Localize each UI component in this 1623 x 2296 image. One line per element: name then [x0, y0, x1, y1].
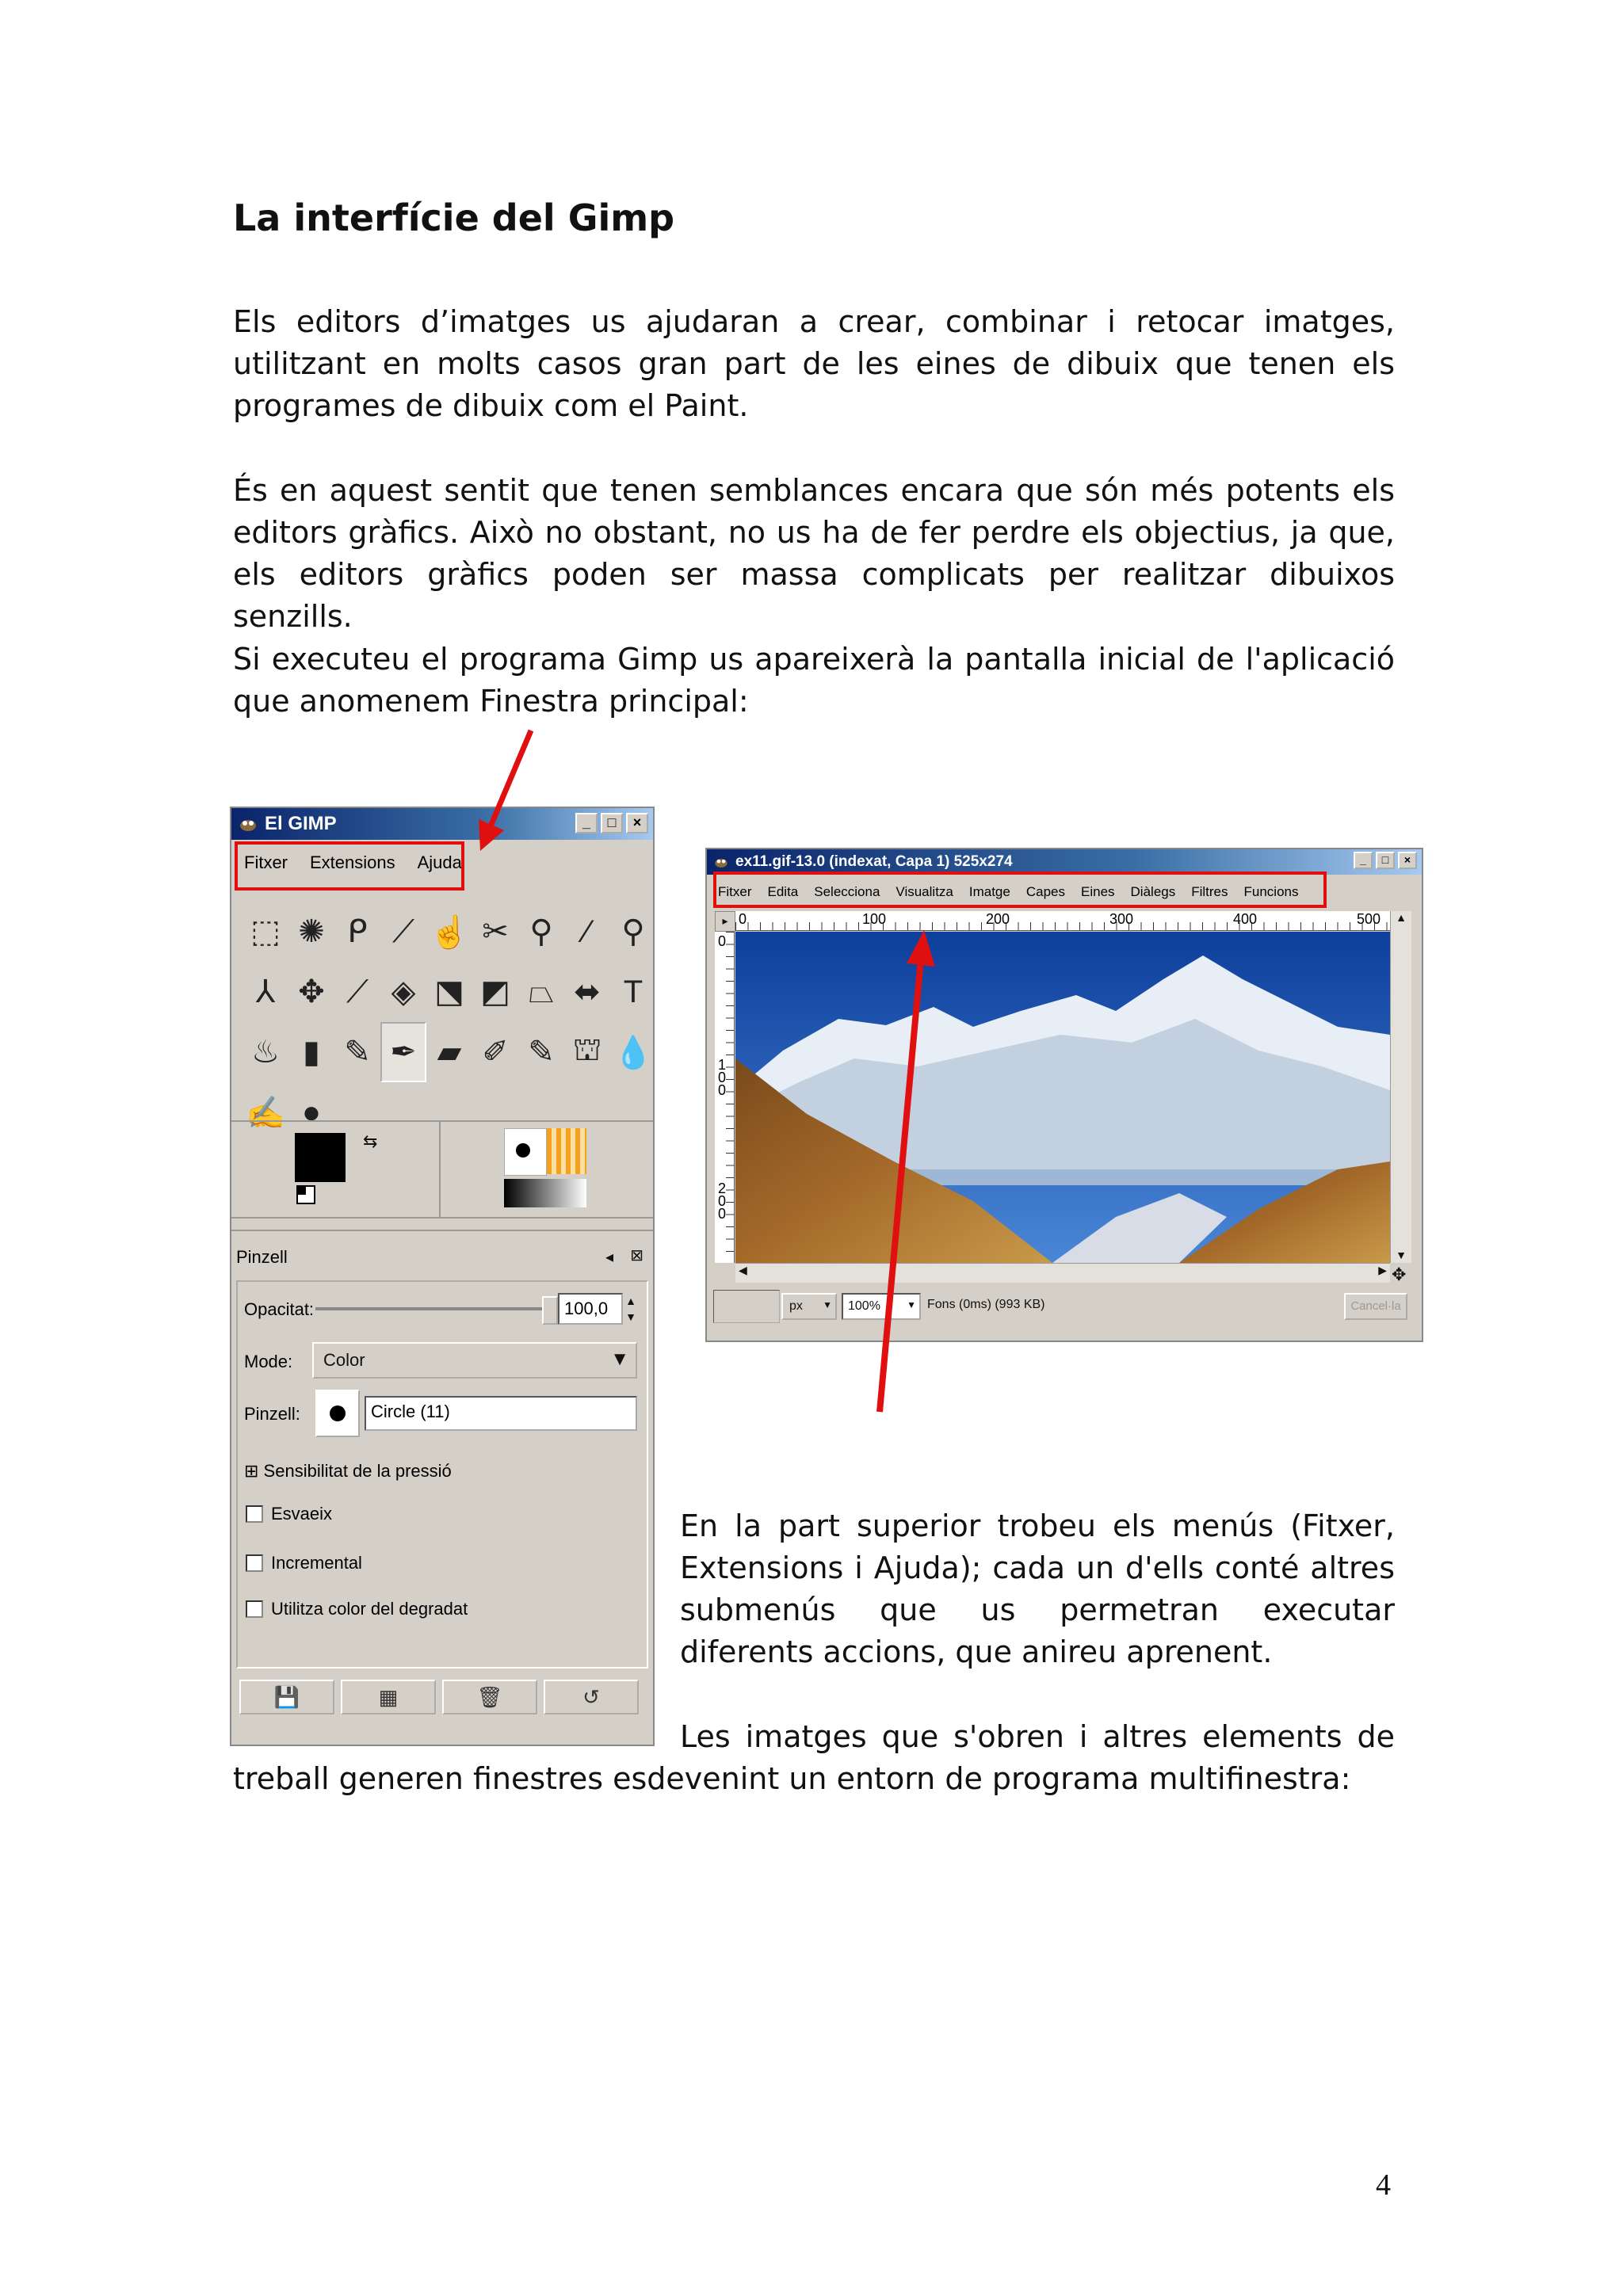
restore-options-button[interactable]: [341, 1680, 436, 1714]
pressure-label: Sensibilitat de la pressió: [263, 1461, 452, 1481]
ruler-label-200: 200: [986, 911, 1010, 927]
minimize-button[interactable]: _: [1354, 852, 1373, 869]
menu-filtres[interactable]: Filtres: [1191, 884, 1228, 899]
ruler-label-500: 500: [1357, 911, 1381, 927]
gimp-logo-icon: [713, 855, 729, 869]
menu-highlight-box: [713, 871, 1327, 908]
menu-capes[interactable]: Capes: [1025, 884, 1065, 899]
menu-visualitza[interactable]: Visualitza: [896, 884, 953, 899]
gimp-logo-icon: [238, 815, 258, 833]
paragraph-6: treball generen finestres esdevenint un entorn de programa multifinestra:: [233, 1761, 1351, 1796]
menu-imatge[interactable]: Imatge: [968, 884, 1010, 899]
minimize-button[interactable]: _: [575, 813, 598, 833]
pattern-preview-icon[interactable]: [547, 1128, 586, 1174]
opacity-label: Opacitat:: [244, 1299, 315, 1319]
menu-selecciona[interactable]: Selecciona: [814, 884, 880, 899]
pointer-coords-box: [713, 1290, 780, 1323]
foreground-color-swatch[interactable]: [295, 1133, 346, 1182]
tool-icon-4[interactable]: ☝: [430, 914, 469, 950]
mode-value: Color: [323, 1350, 365, 1370]
tool-icon-14[interactable]: ◩: [480, 974, 510, 1009]
reset-options-button[interactable]: [544, 1680, 639, 1714]
paragraph-1: Els editors d’imatges us ajudaran a crear, combinar i retocar imatges, utilitzant en molts casos gran part de les eines de dibuix que tenen els programes de dibuix com el Paint.: [233, 304, 1395, 423]
tool-icon-20[interactable]: ✎: [344, 1035, 371, 1070]
mode-label: Mode:: [244, 1352, 293, 1371]
tool-icon-7[interactable]: ⁄: [584, 913, 590, 949]
tool-icon-26[interactable]: 💧: [613, 1035, 653, 1070]
toolbox-titlebar[interactable]: [231, 808, 653, 840]
scroll-right-icon[interactable]: ▶: [1378, 1264, 1387, 1276]
opacity-input[interactable]: 100,0: [558, 1293, 623, 1325]
tool-icon-28[interactable]: ●: [301, 1094, 322, 1130]
tool-icon-17[interactable]: T: [623, 974, 643, 1009]
tool-icon-13[interactable]: ⬔: [434, 974, 464, 1009]
tool-icon-21[interactable]: ✒: [380, 1022, 426, 1082]
panel-close-icon[interactable]: ⊠: [630, 1247, 643, 1264]
chevron-down-icon: ▼: [907, 1299, 916, 1310]
panel-title: Pinzell: [236, 1247, 288, 1267]
image-title: ex11.gif-13.0 (indexat, Capa 1) 525x274: [735, 853, 1013, 870]
vertical-ruler: [715, 932, 735, 1263]
scroll-down-icon[interactable]: ▼: [1396, 1249, 1407, 1261]
brush-button[interactable]: [315, 1390, 360, 1437]
color-area: [231, 1120, 653, 1219]
tool-icon-23[interactable]: ✐: [482, 1035, 509, 1070]
horizontal-scrollbar[interactable]: [735, 1263, 1390, 1283]
save-icon: 💾: [273, 1684, 300, 1709]
checkbox-incremental[interactable]: [246, 1554, 263, 1572]
close-button[interactable]: ×: [1398, 852, 1417, 869]
opacity-spinner-icon[interactable]: ▲ ▼: [625, 1295, 636, 1323]
tool-icon-16[interactable]: ⬌: [574, 974, 601, 1009]
tool-icon-27[interactable]: ✍: [246, 1095, 285, 1131]
tool-icon-6[interactable]: ⚲: [529, 914, 553, 949]
ruler-label-100: 100: [862, 911, 887, 927]
scroll-left-icon[interactable]: ◀: [739, 1264, 747, 1276]
menu-eines[interactable]: Eines: [1081, 884, 1115, 899]
chevron-down-icon: ▼: [610, 1348, 629, 1370]
navigate-icon[interactable]: ✥: [1392, 1264, 1407, 1284]
opacity-slider-handle[interactable]: [542, 1296, 558, 1325]
panel-menu-icon[interactable]: ◂: [605, 1249, 613, 1266]
vruler-label-100: 1 0 0: [718, 1057, 727, 1098]
gradient-preview-icon[interactable]: [504, 1179, 586, 1207]
ruler-label-300: 300: [1109, 911, 1134, 927]
menu-dialegs[interactable]: Diàlegs: [1130, 884, 1176, 899]
toolbox-bottom-bar: [239, 1680, 648, 1719]
tool-icon-10[interactable]: ✥: [298, 974, 325, 1009]
brush-preview-icon[interactable]: [504, 1128, 547, 1176]
arrow-to-toolbox-menu: [475, 727, 539, 854]
tool-icon-25[interactable]: ⛫: [572, 1032, 602, 1067]
tool-icon-3[interactable]: ⟋: [392, 913, 414, 949]
cancel-button[interactable]: Cancel·la: [1344, 1293, 1407, 1320]
vertical-scrollbar[interactable]: [1390, 911, 1411, 1263]
tool-icon-5[interactable]: ✂: [482, 914, 509, 949]
mountain-image: [735, 932, 1390, 1263]
tool-icon-15[interactable]: ⏢: [529, 974, 554, 1009]
tool-icon-12[interactable]: ◈: [391, 974, 416, 1009]
swap-colors-icon[interactable]: ⇆: [363, 1131, 378, 1151]
menu-highlight-box: [235, 841, 464, 891]
tool-grid: [242, 902, 656, 1142]
zoom-value: 100%: [848, 1299, 880, 1313]
save-options-button[interactable]: [239, 1680, 334, 1714]
image-window: [705, 848, 1423, 1342]
option-label-gradient-color: Utilitza color del degradat: [271, 1599, 468, 1619]
mode-select[interactable]: [312, 1342, 637, 1379]
paragraph-5: Les imatges que s'obren i altres elements de: [680, 1719, 1395, 1754]
option-label-incremental: Incremental: [271, 1553, 362, 1573]
scroll-up-icon[interactable]: ▲: [1396, 911, 1407, 924]
page-title: La interfície del Gimp: [233, 196, 675, 239]
menu-fitxer[interactable]: Fitxer: [244, 852, 288, 872]
unit-select[interactable]: [781, 1293, 837, 1320]
menu-funcions[interactable]: Funcions: [1243, 884, 1299, 899]
tool-icon-9[interactable]: ⅄: [255, 974, 276, 1009]
paragraph-4: En la part superior trobeu els menús (Fitxer, Extensions i Ajuda); cada un d'ells conté altres submenús que us permetran executar diferents accions, que anireu aprenent.: [680, 1508, 1395, 1669]
paragraph-2: És en aquest sentit que tenen semblances encara que són més potents els editors gràfics. Això no obstant, no us ha de fer perdre els objectius, ja que, els editors gràfics poden ser massa complicats per realitzar dibuixos senzills.: [233, 473, 1395, 634]
brush-name-input[interactable]: Circle (11): [365, 1396, 637, 1431]
menu-fitxer[interactable]: Fitxer: [718, 884, 752, 899]
tool-icon-24[interactable]: ✎: [528, 1035, 555, 1070]
maximize-button[interactable]: □: [1376, 852, 1395, 869]
restore-icon: ▦: [378, 1684, 399, 1709]
tool-icon-1[interactable]: ✺: [298, 914, 325, 949]
option-label-esvaeix: Esvaeix: [271, 1504, 333, 1524]
unit-value: px: [789, 1299, 803, 1313]
circle-brush-icon: [330, 1405, 346, 1421]
checkbox-gradient-color[interactable]: [246, 1600, 263, 1618]
tool-icon-2[interactable]: ᑭ: [347, 914, 368, 949]
reset-icon: ↺: [582, 1684, 600, 1709]
tool-icon-18[interactable]: ♨: [251, 1035, 280, 1070]
menu-ajuda[interactable]: Ajuda: [417, 852, 462, 872]
status-bar: [713, 1290, 1411, 1325]
page-number: 4: [1376, 2168, 1391, 2202]
trash-icon: 🗑: [476, 1684, 503, 1709]
menu-edita[interactable]: Edita: [767, 884, 799, 899]
opacity-slider[interactable]: [315, 1307, 553, 1310]
paragraph-3: Si executeu el programa Gimp us apareixerà la pantalla inicial de l'aplicació que anomenem Finestra principal:: [233, 642, 1395, 719]
menu-extensions[interactable]: Extensions: [310, 852, 395, 872]
reset-colors-icon[interactable]: [296, 1185, 315, 1204]
tool-icon-19[interactable]: ▮: [302, 1035, 320, 1070]
close-button[interactable]: ×: [626, 813, 648, 833]
pressure-expander[interactable]: [244, 1461, 452, 1482]
horizontal-ruler: [735, 911, 1390, 931]
vruler-label-0: 0: [718, 933, 727, 949]
ruler-label-0: 0: [739, 911, 747, 927]
brush-label: Pinzell:: [244, 1404, 300, 1424]
toolbox-title: El GIMP: [265, 813, 337, 834]
tool-icon-0[interactable]: ⬚: [250, 914, 281, 949]
chevron-down-icon: ▼: [823, 1299, 832, 1310]
tool-icon-8[interactable]: ⚲: [621, 914, 645, 949]
maximize-button[interactable]: □: [601, 813, 623, 833]
ruler-label-400: 400: [1233, 911, 1258, 927]
tool-icon-22[interactable]: ▰: [437, 1035, 462, 1070]
checkbox-esvaeix[interactable]: [246, 1505, 263, 1523]
tool-options-panel: [236, 1280, 648, 1669]
vruler-label-200: 2 0 0: [718, 1180, 727, 1222]
quickmask-corner-icon[interactable]: ▸: [715, 911, 735, 932]
delete-options-button[interactable]: [442, 1680, 537, 1714]
arrow-to-image-menu: [864, 927, 935, 1418]
gimp-toolbox-window: [230, 807, 655, 1746]
expand-icon: ⊞: [244, 1461, 264, 1481]
status-text: Fons (0ms) (993 KB): [927, 1298, 1045, 1311]
tool-icon-11[interactable]: ⟋: [346, 974, 369, 1009]
